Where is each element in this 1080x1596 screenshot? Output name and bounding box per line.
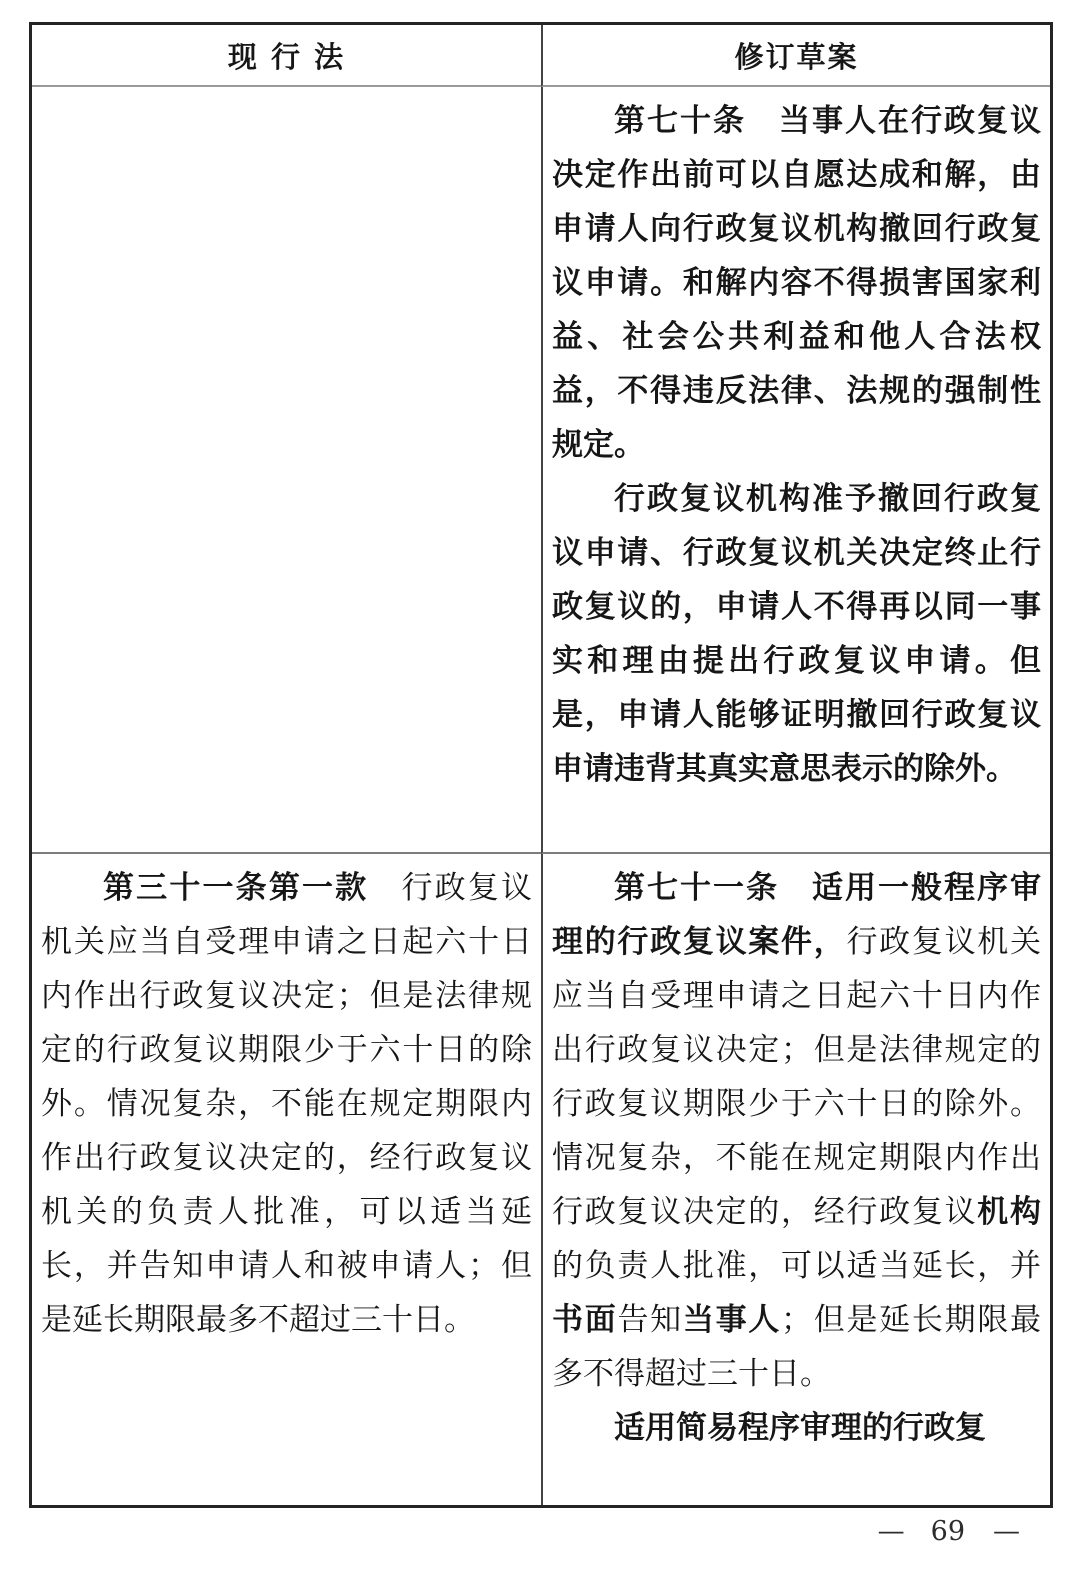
text-segment: 行政复议机关应当自受理申请之日起六十日内作出行政复议决定；但是法律规定的行政复议期限少于六十日的除外。情况复杂，不能在规定期限内作出行政复议决定的，经行政复议机关的负责人批准，可以适当延长，并告知申请人和被申请人；但是延长期限最多不超过三十日。 <box>41 870 533 1338</box>
paragraph <box>552 472 1041 796</box>
paragraph <box>552 861 1041 1401</box>
text-segment: 机构 <box>977 1194 1042 1230</box>
text-segment: 当事人在行政复议决定作出前可以自愿达成和解，由申请人向行政复议机构撤回行政复议申请。和解内容不得损害国家利益、社会公共利益和他人合法权益，不得违反法律、法规的强制性规定。 <box>552 103 1041 463</box>
column-header-current-law: 现 行 法 <box>32 25 541 87</box>
text-segment: 告知 <box>617 1302 683 1338</box>
row1-revision-draft-cell <box>541 87 1050 854</box>
row2-current-law-cell <box>32 854 541 1505</box>
text-segment: 第七十条 <box>614 103 746 139</box>
text-segment: 行政复议机构准予撤回行政复议申请、行政复议机关决定终止行政复议的，申请人不得再以同一事实和理由提出行政复议申请。但是，申请人能够证明撤回行政复议申请违背其真实意思表示的除外。 <box>552 481 1041 787</box>
text-segment: 的负责人批准，可以适当延长，并 <box>552 1248 1041 1284</box>
column-header-revision-draft: 修订草案 <box>541 25 1050 87</box>
text-segment: ；但是延长期限最多不得超过三十日。 <box>552 1302 1042 1392</box>
page-number-dash-left: — <box>877 1516 903 1547</box>
page-number <box>878 1516 1018 1547</box>
text-segment: 第三十一条第一款 <box>103 870 369 906</box>
text-segment: 书面 <box>552 1302 618 1338</box>
text-segment: 行政复议机关应当自受理申请之日起六十日内作出行政复议决定；但是法律规定的行政复议期限少于六十日的除外。情况复杂，不能在规定期限内作出行政复议决定的，经行政复议 <box>552 924 1042 1230</box>
text-segment: 当事人 <box>682 1302 782 1338</box>
text-segment: 第七十一条 适用一般程序审理的行政复议案件， <box>552 870 1041 960</box>
text-segment: 适用简易程序审理的行政复 <box>614 1410 986 1446</box>
row2-revision-draft-cell <box>541 854 1050 1505</box>
paragraph <box>41 861 532 1347</box>
row1-current-law-cell <box>32 87 541 854</box>
law-comparison-table <box>29 22 1053 1508</box>
page-number-value: 69 <box>930 1516 965 1547</box>
paragraph <box>552 94 1041 472</box>
page-number-dash-right: — <box>993 1516 1018 1547</box>
paragraph <box>552 1401 1041 1455</box>
